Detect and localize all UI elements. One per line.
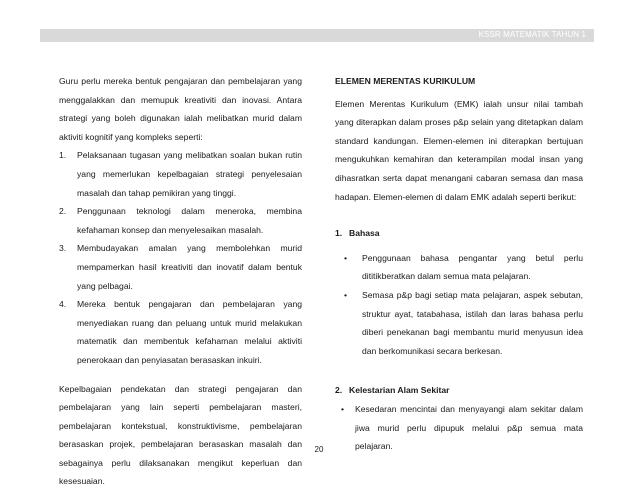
bullet-icon: • (341, 403, 345, 414)
left-intro-paragraph: Guru perlu mereka bentuk pengajaran dan pembelajaran yang menggalakkan dan memupuk kreativiti dan inovasi. Antara strategi yang boleh digunakan ialah melibatkan murid dalam aktiviti kognitif yang kompleks seperti: (59, 76, 302, 142)
left-column (59, 72, 302, 491)
list-item (59, 295, 302, 369)
list-text: Penggunaan teknologi dalam meneroka, membina kefahaman konsep dan menyelesaikan masalah. (77, 206, 302, 235)
heading-number: 2. (335, 385, 343, 396)
list-text: Mereka bentuk pengajaran dan pembelajaran yang menyediakan ruang dan peluang untuk murid melakukan matematik dan membentuk kefahaman melalui aktiviti penerokaan dan penyiasatan berasaskan inkuiri. (77, 299, 302, 365)
list-item (59, 202, 302, 239)
list-item (335, 249, 583, 286)
right-column (335, 72, 583, 456)
list-text: Pelaksanaan tugasan yang melibatkan soalan bukan rutin yang memerlukan kepelbagaian strategi penyelesaian masalah dan tahap pemikiran yang tinggi. (77, 150, 302, 198)
bullet-icon: • (344, 252, 348, 263)
right-intro-paragraph: Elemen Merentas Kurikulum (EMK) ialah unsur nilai tambah yang diterapkan dalam proses p&p selain yang ditetapkan dalam standard kandungan. Elemen-elemen ini diterapkan bertujuan mengukuhkan kemahiran dan keterampilan modal insan yang dihasratkan serta dapat menangani cabaran semasa dan masa hadapan. Elemen-elemen di dalam EMK adalah seperti berikut: (335, 98, 583, 202)
list-number: 4. (59, 299, 67, 310)
bullet-icon: • (344, 289, 348, 300)
header-bar (40, 29, 594, 42)
bullet-text: Penggunaan bahasa pengantar yang betul perlu dititikberatkan dalam semua mata pelajaran. (362, 252, 583, 282)
bullet-text: Kesedaran mencintai dan menyayangi alam sekitar dalam jiwa murid perlu dipupuk melalui p&p semua mata pelajaran. (355, 403, 583, 452)
header-title: KSSR MATEMATIK TAHUN 1 (478, 30, 586, 39)
heading-label: Kelestarian Alam Sekitar (349, 385, 450, 396)
list-item (59, 239, 302, 295)
list-number: 3. (59, 243, 67, 254)
element-heading-bahasa (335, 224, 583, 243)
element-heading-kelestarian (335, 381, 583, 400)
left-closing-paragraph: Kepelbagaian pendekatan dan strategi pengajaran dan pembelajaran yang lain seperti pembelajaran masteri, pembelajaran kontekstual, konstruktivisme, pembelajaran berasaskan projek, pembelajaran berasaskan masalah dan sebagainya perlu dilaksanakan mengikut keperluan dan kesesuaian. (59, 383, 302, 487)
list-number: 1. (59, 150, 67, 161)
bullet-text: Semasa p&p bagi setiap mata pelajaran, aspek sebutan, struktur ayat, tatabahasa, istilah dan laras bahasa perlu diberi penekanan bagi membantu murid menyusun idea dan berkomunikasi secara berkesan. (362, 289, 583, 356)
strategy-list (59, 146, 302, 369)
section-title: ELEMEN MERENTAS KURIKULUM (335, 76, 476, 86)
heading-label: Bahasa (349, 228, 380, 239)
list-item (59, 146, 302, 202)
bahasa-bullet-list (335, 249, 583, 361)
list-text: Membudayakan amalan yang membolehkan murid mempamerkan hasil kreativiti dan inovatif dalam bentuk yang pelbagai. (77, 243, 302, 291)
page-number: 20 (314, 445, 324, 454)
heading-number: 1. (335, 228, 343, 239)
list-number: 2. (59, 206, 67, 217)
list-item (335, 286, 583, 360)
